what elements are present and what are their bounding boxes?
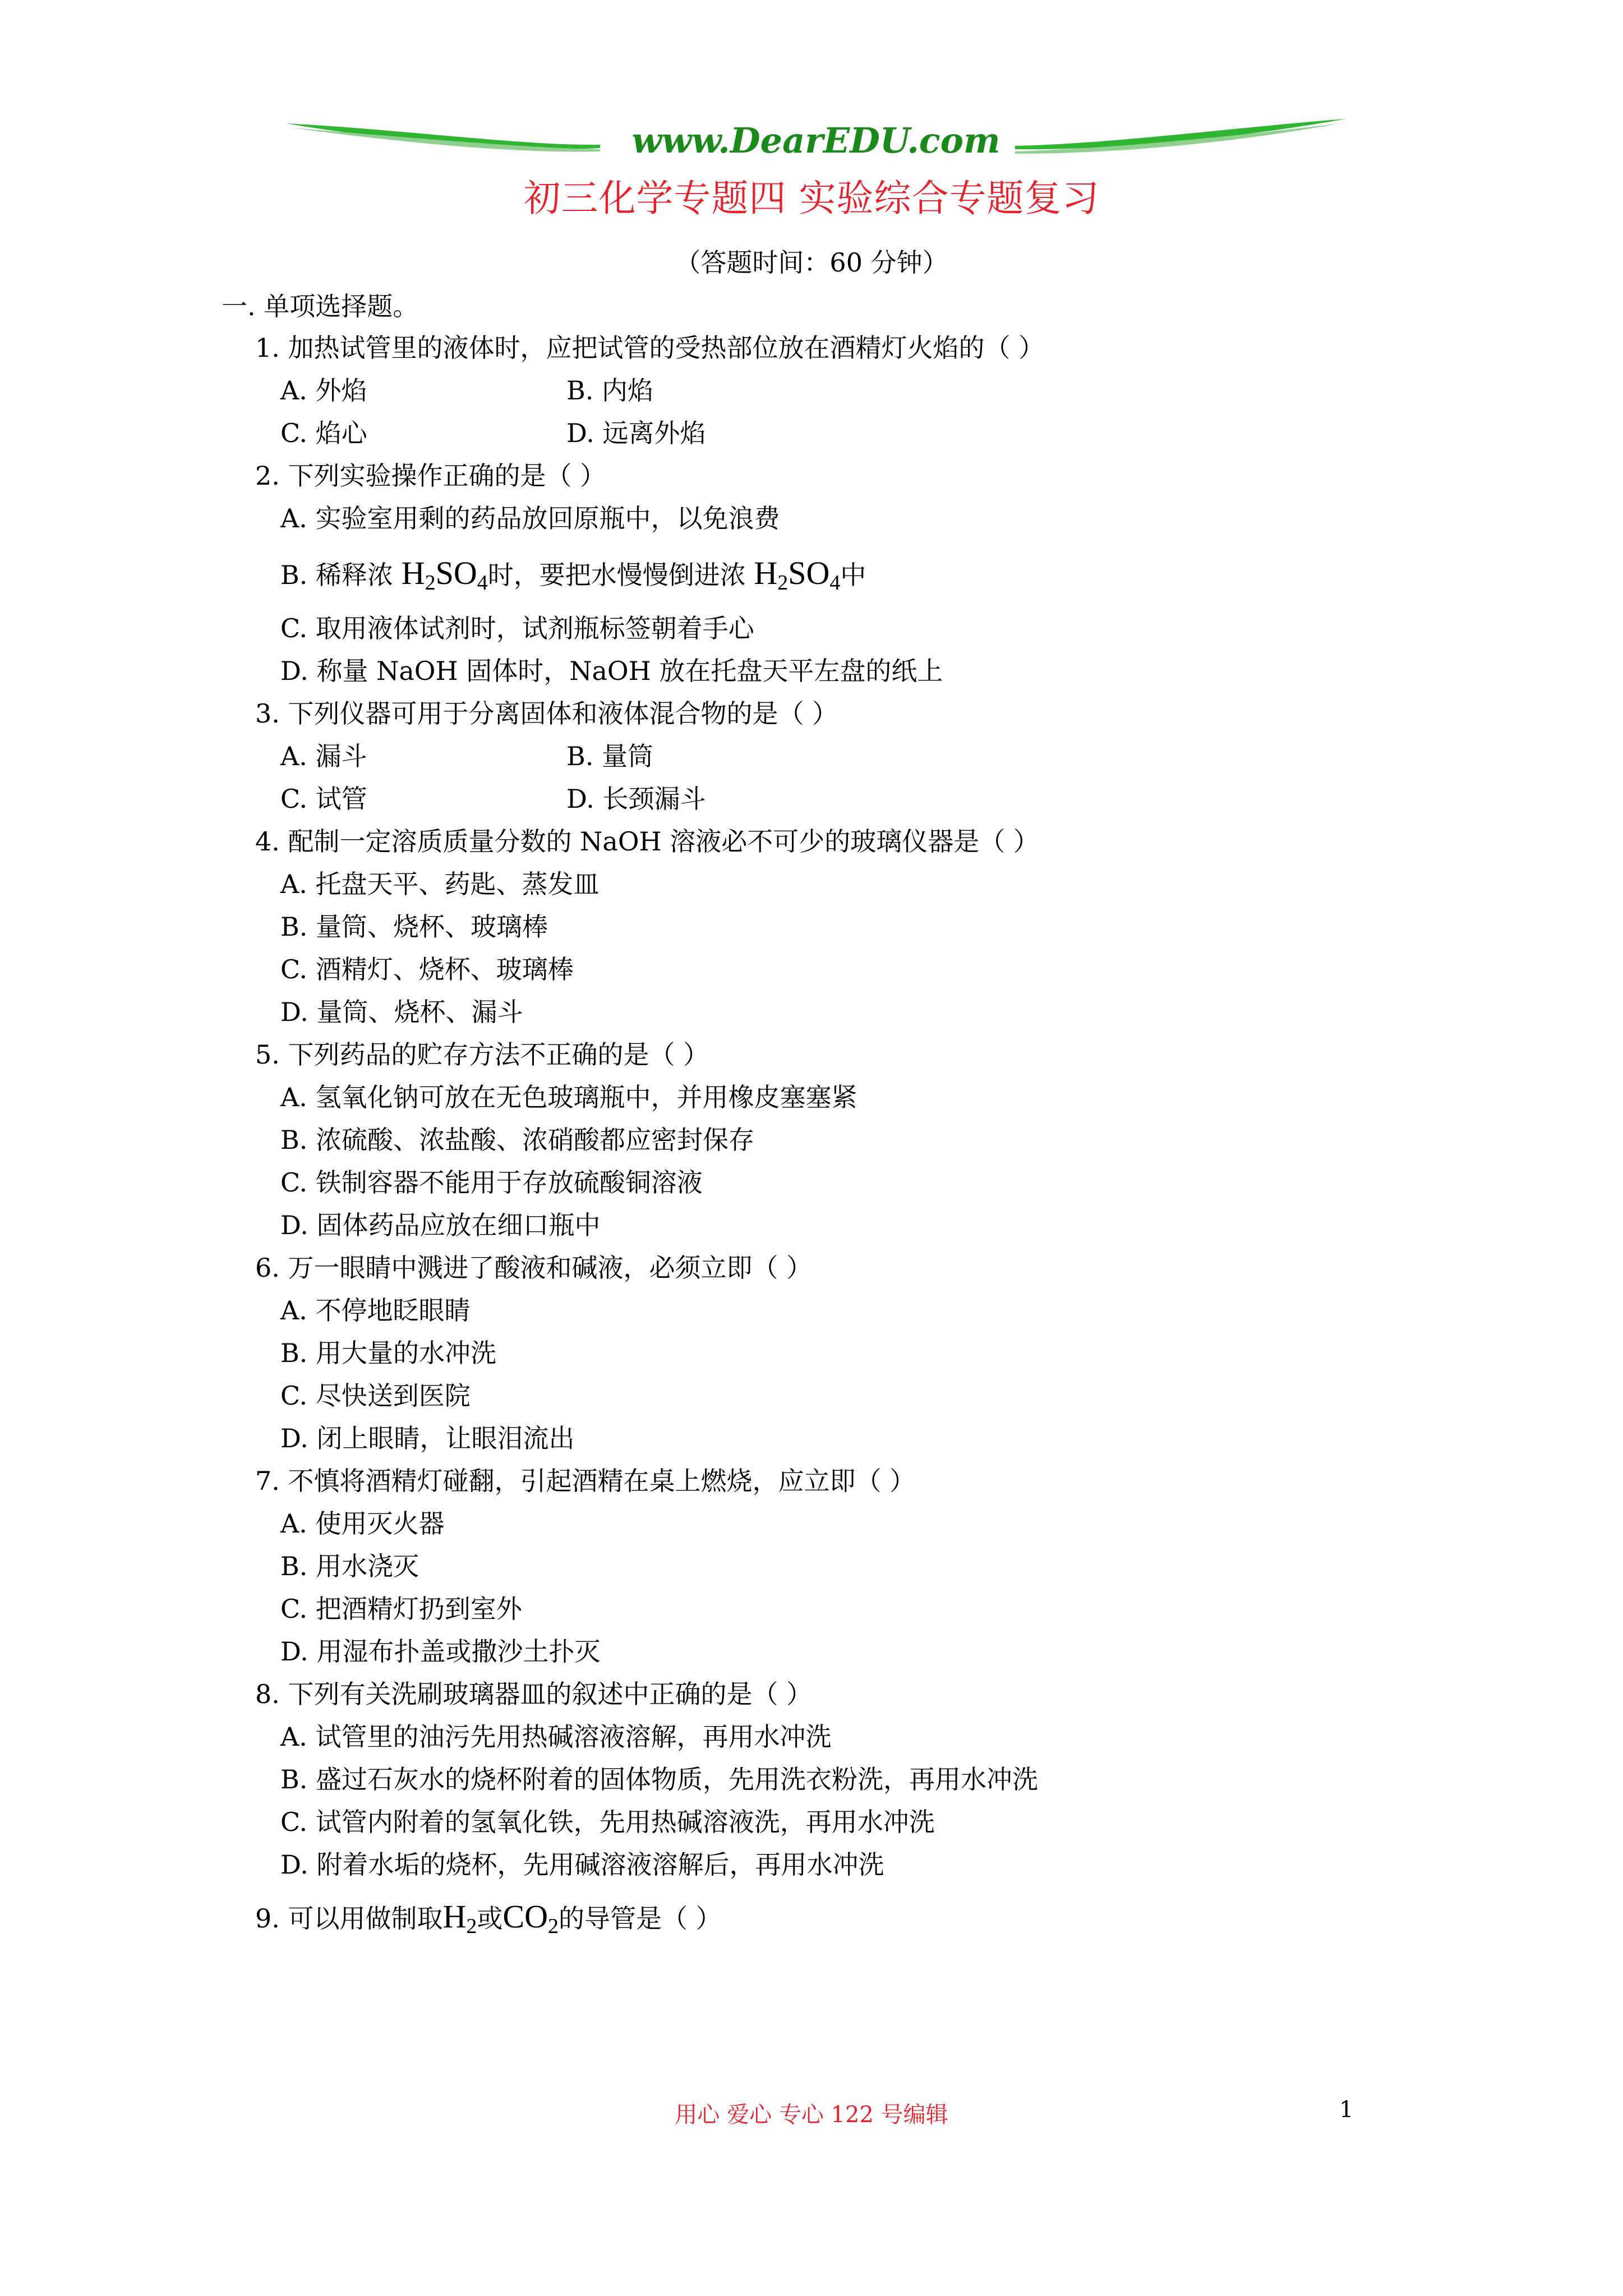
- formula-h2so4: [754, 555, 841, 595]
- site-banner: [286, 107, 1346, 168]
- question-number: 9.: [255, 1903, 280, 1934]
- question-5: [222, 1033, 1455, 1076]
- option-b: B. 浓硫酸、浓盐酸、浓硝酸都应密封保存: [280, 1125, 755, 1155]
- question-list: [222, 286, 1455, 1948]
- option-b: B. 用大量的水冲洗: [280, 1338, 497, 1368]
- banner-site-text: www.DearEDU.com: [631, 120, 1000, 161]
- option-c: C. 把酒精灯扔到室外: [280, 1594, 522, 1624]
- banner-swoosh-graphic: [286, 107, 1346, 168]
- option-c: C. 取用液体试剂时，试剂瓶标签朝着手心: [280, 613, 754, 643]
- option-b-text: B. 稀释浓: [280, 560, 394, 590]
- question-3: [222, 692, 1455, 735]
- option-c: C. 试管: [280, 784, 367, 814]
- option-b-text-mid: 时，要把水慢慢倒进浓: [487, 560, 746, 590]
- option-b: B. 盛过石灰水的烧杯附着的固体物质，先用洗衣粉洗，再用水冲洗: [280, 1764, 1039, 1795]
- option-d: D. 长颈漏斗: [566, 784, 706, 814]
- page-number: 1: [1339, 2097, 1354, 2123]
- option-b: B. 用水浇灭: [280, 1551, 419, 1581]
- formula-part: H: [442, 1898, 467, 1935]
- option-c: C. 试管内附着的氢氧化铁，先用热碱溶液洗，再用水冲洗: [280, 1807, 935, 1837]
- option-b: [222, 540, 1455, 607]
- question-number: 2.: [255, 461, 280, 491]
- options-row: [222, 369, 1455, 412]
- formula-h2so4: [401, 555, 488, 595]
- formula-co2: [502, 1898, 559, 1938]
- question-stem-or: 或: [477, 1903, 503, 1934]
- option-a: A. 使用灭火器: [280, 1508, 445, 1539]
- page-title: 初三化学专题四 实验综合专题复习: [523, 177, 1100, 220]
- option-d: D. 量筒、烧杯、漏斗: [280, 997, 523, 1027]
- option-d: D. 用湿布扑盖或撒沙土扑灭: [280, 1636, 601, 1667]
- formula-h2: [442, 1898, 477, 1938]
- formula-subscript: 2: [777, 571, 789, 595]
- formula-subscript: 2: [547, 1915, 559, 1938]
- option-b: B. 内焰: [566, 375, 654, 406]
- question-stem: 不慎将酒精灯碰翻，引起酒精在桌上燃烧，应立即（ ）: [288, 1466, 916, 1496]
- question-stem: 加热试管里的液体时，应把试管的受热部位放在酒精灯火焰的（ ）: [288, 333, 1045, 363]
- option-a: A. 外焰: [280, 375, 367, 406]
- option-a: A. 试管里的油污先用热碱溶液溶解，再用水冲洗: [280, 1722, 832, 1752]
- option-d: D. 远离外焰: [566, 418, 706, 448]
- question-stem: 下列仪器可用于分离固体和液体混合物的是（ ）: [288, 698, 838, 729]
- option-b-text-end: 中: [840, 560, 866, 590]
- question-number: 7.: [255, 1466, 280, 1496]
- option-d: D. 称量 NaOH 固体时，NaOH 放在托盘天平左盘的纸上: [280, 656, 943, 686]
- formula-part: H: [754, 555, 778, 591]
- option-d: D. 固体药品应放在细口瓶中: [280, 1210, 601, 1240]
- option-a: A. 托盘天平、药匙、蒸发皿: [280, 869, 600, 899]
- option-b: B. 量筒、烧杯、玻璃棒: [280, 912, 548, 942]
- question-stem: 下列有关洗刷玻璃器皿的叙述中正确的是（ ）: [288, 1679, 813, 1709]
- formula-part: SO: [788, 555, 830, 591]
- question-1: [222, 326, 1455, 369]
- options-row: [222, 777, 1455, 820]
- question-stem: 万一眼睛中溅进了酸液和碱液，必须立即（ ）: [288, 1253, 813, 1283]
- question-8: [222, 1673, 1455, 1715]
- option-b: B. 量筒: [566, 741, 654, 771]
- formula-subscript: 2: [425, 571, 436, 595]
- option-a: A. 氢氧化钠可放在无色玻璃瓶中，并用橡皮塞塞紧: [280, 1082, 857, 1112]
- question-number: 1.: [255, 333, 280, 363]
- option-c: C. 酒精灯、烧杯、玻璃棒: [280, 954, 574, 984]
- options-row: [222, 735, 1455, 777]
- option-a: A. 实验室用剩的药品放回原瓶中，以免浪费: [280, 503, 780, 533]
- page-footer: 用心 爱心 专心 122 号编辑: [675, 2102, 948, 2128]
- option-c: C. 尽快送到医院: [280, 1381, 471, 1411]
- question-4: [222, 820, 1455, 863]
- option-d: D. 闭上眼睛，让眼泪流出: [280, 1423, 575, 1453]
- section-heading: 一. 单项选择题。: [222, 291, 419, 321]
- question-number: 4.: [255, 826, 280, 857]
- page-subtitle: （答题时间：60 分钟）: [675, 247, 948, 278]
- option-a: A. 漏斗: [280, 741, 367, 771]
- question-stem-start: 可以用做制取: [288, 1903, 443, 1934]
- options-row: [222, 412, 1455, 454]
- question-number: 8.: [255, 1679, 280, 1709]
- option-c: C. 焰心: [280, 418, 367, 448]
- question-number: 6.: [255, 1253, 280, 1283]
- question-stem: 下列药品的贮存方法不正确的是（ ）: [288, 1039, 709, 1070]
- option-d: D. 附着水垢的烧杯，先用碱溶液溶解后，再用水冲洗: [280, 1849, 884, 1880]
- question-2: [222, 454, 1455, 497]
- question-stem-end: 的导管是（ ）: [558, 1903, 722, 1934]
- formula-part: CO: [502, 1898, 548, 1935]
- option-c: C. 铁制容器不能用于存放硫酸铜溶液: [280, 1167, 703, 1198]
- question-number: 5.: [255, 1039, 280, 1070]
- formula-subscript: 4: [829, 571, 841, 595]
- option-a: A. 不停地眨眼睛: [280, 1295, 471, 1326]
- question-number: 3.: [255, 698, 280, 729]
- formula-subscript: 2: [466, 1915, 477, 1938]
- question-6: [222, 1246, 1455, 1289]
- formula-part: SO: [435, 555, 477, 591]
- question-9: [222, 1886, 1455, 1948]
- question-7: [222, 1460, 1455, 1502]
- formula-part: H: [401, 555, 425, 591]
- formula-subscript: 4: [477, 571, 488, 595]
- question-stem: 配制一定溶质质量分数的 NaOH 溶液必不可少的玻璃仪器是（ ）: [288, 826, 1039, 857]
- question-stem: 下列实验操作正确的是（ ）: [288, 461, 606, 491]
